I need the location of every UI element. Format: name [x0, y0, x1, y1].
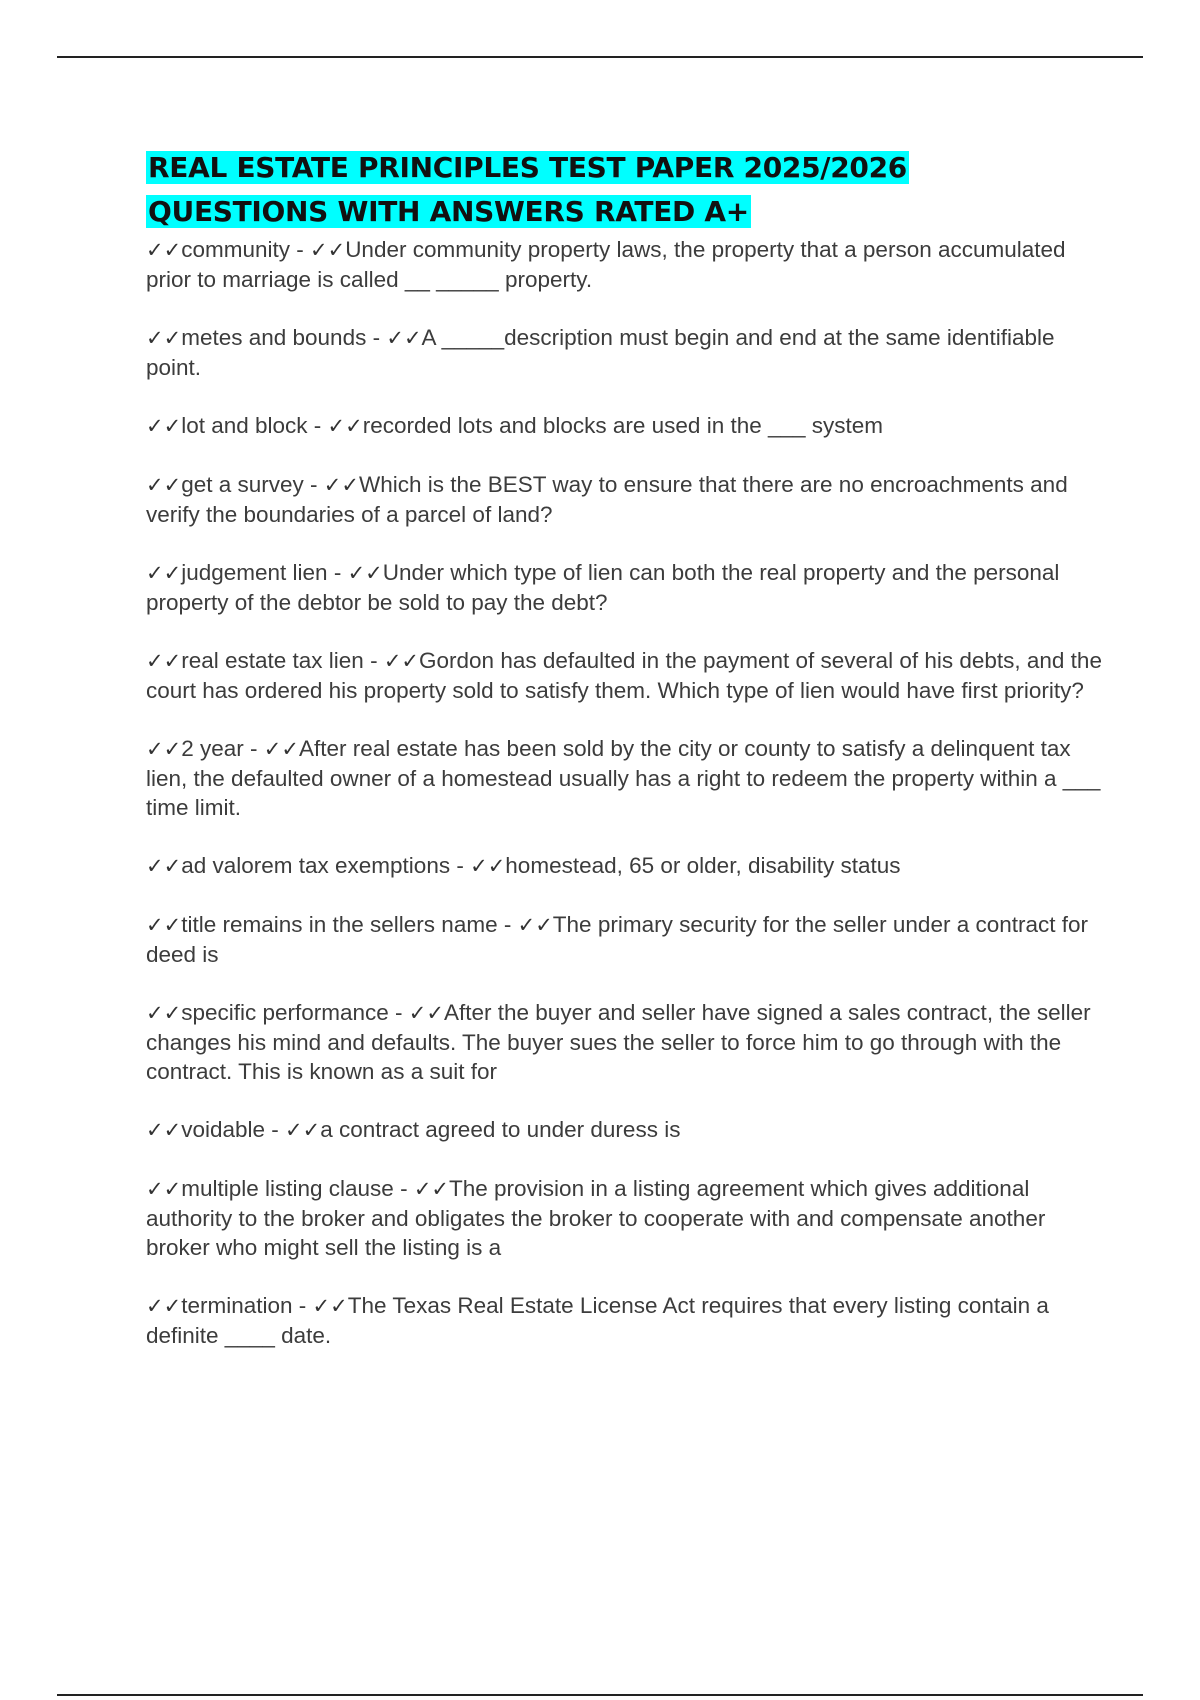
check-icon: ✓✓ [517, 913, 553, 937]
separator: - [303, 472, 324, 497]
question-text: homestead, 65 or older, disability status [505, 853, 901, 878]
separator: - [327, 560, 348, 585]
qa-item-3 [146, 411, 1106, 441]
check-icon: ✓✓ [146, 1294, 182, 1318]
answer-text: real estate tax lien [181, 648, 364, 673]
answer-text: ad valorem tax exemptions [181, 853, 451, 878]
question-text: Under community property laws, the property that a person accumulated prior to marriage is called __ _____ property. [146, 237, 1066, 292]
question-text: Gordon has defaulted in the payment of several of his debts, and the court has ordered his property sold to satisfy them. Which type of lien would have first priority? [146, 648, 1102, 703]
question-text: The primary security for the seller under a contract for deed is [146, 912, 1089, 967]
question-text: A _____description must begin and end at the same identifiable point. [146, 325, 1055, 380]
check-icon: ✓✓ [146, 649, 182, 673]
answer-text: specific performance [181, 1000, 389, 1025]
separator: - [289, 237, 310, 262]
check-icon: ✓✓ [470, 854, 506, 878]
separator: - [366, 325, 387, 350]
title-line-1: REAL ESTATE PRINCIPLES TEST PAPER 2025/2026 [148, 151, 907, 184]
question-text: The provision in a listing agreement which gives additional authority to the broker and obligates the broker to cooperate with and compensate another broker who might sell the listing is a [146, 1176, 1046, 1260]
check-icon: ✓✓ [413, 1177, 450, 1201]
answer-text: title remains in the sellers name [181, 912, 498, 937]
separator: - [497, 912, 518, 937]
answer-text: get a survey [181, 472, 304, 497]
check-icon: ✓✓ [146, 473, 182, 497]
check-icon: ✓✓ [146, 1001, 182, 1025]
separator: - [292, 1293, 313, 1318]
qa-item-7 [146, 734, 1106, 822]
page-top-rule [57, 56, 1143, 58]
question-text: Which is the BEST way to ensure that there are no encroachments and verify the boundaries of a parcel of land? [146, 472, 1068, 527]
title-line-2: QUESTIONS WITH ANSWERS RATED A+ [148, 195, 749, 228]
document-title [146, 146, 1106, 234]
check-icon: ✓✓ [146, 561, 182, 585]
question-text: After the buyer and seller have signed a sales contract, the seller changes his mind and defaults. The buyer sues the seller to force him to go through with the contract. This is known as a suit for [146, 1000, 1091, 1084]
check-icon: ✓✓ [146, 854, 182, 878]
qa-item-5 [146, 558, 1106, 617]
qa-item-2 [146, 323, 1106, 382]
qa-item-10 [146, 998, 1106, 1086]
question-text: a contract agreed to under duress is [320, 1117, 681, 1142]
separator: - [265, 1117, 286, 1142]
question-text: After real estate has been sold by the city or county to satisfy a delinquent tax lien, the defaulted owner of a homestead usually has a right to redeem the property within a ___ time limit. [146, 736, 1101, 820]
check-icon: ✓✓ [327, 414, 363, 438]
check-icon: ✓✓ [383, 649, 420, 673]
answer-text: metes and bounds [181, 325, 367, 350]
document-body [146, 146, 1106, 1379]
check-icon: ✓✓ [347, 561, 383, 585]
qa-item-4 [146, 470, 1106, 529]
answer-text: termination [181, 1293, 293, 1318]
check-icon: ✓✓ [146, 913, 182, 937]
check-icon: ✓✓ [146, 414, 182, 438]
question-text: Under which type of lien can both the real property and the personal property of the debtor be sold to pay the debt? [146, 560, 1060, 615]
separator: - [307, 413, 328, 438]
check-icon: ✓✓ [146, 737, 182, 761]
separator: - [388, 1000, 409, 1025]
answer-text: lot and block [181, 413, 308, 438]
check-icon: ✓✓ [323, 473, 359, 497]
qa-item-13 [146, 1291, 1106, 1350]
check-icon: ✓✓ [146, 238, 182, 262]
separator: - [243, 736, 264, 761]
answer-text: voidable [181, 1117, 266, 1142]
qa-list [146, 235, 1106, 1350]
check-icon: ✓✓ [309, 238, 346, 262]
check-icon: ✓✓ [146, 1177, 182, 1201]
check-icon: ✓✓ [312, 1294, 348, 1318]
page-bottom-rule [57, 1694, 1143, 1696]
qa-item-1 [146, 235, 1106, 294]
answer-text: judgement lien [181, 560, 328, 585]
check-icon: ✓✓ [146, 326, 182, 350]
check-icon: ✓✓ [386, 326, 422, 350]
check-icon: ✓✓ [263, 737, 299, 761]
qa-item-8 [146, 851, 1106, 881]
check-icon: ✓✓ [285, 1118, 321, 1142]
answer-text: community [181, 237, 290, 262]
qa-item-9 [146, 910, 1106, 969]
separator: - [363, 648, 384, 673]
question-text: The Texas Real Estate License Act requires that every listing contain a definite ____ date. [146, 1293, 1049, 1348]
qa-item-6 [146, 646, 1106, 705]
separator: - [450, 853, 471, 878]
answer-text: 2 year [181, 736, 244, 761]
answer-text: multiple listing clause [181, 1176, 394, 1201]
qa-item-11 [146, 1115, 1106, 1145]
separator: - [393, 1176, 414, 1201]
check-icon: ✓✓ [146, 1118, 182, 1142]
question-text: recorded lots and blocks are used in the ___ system [362, 413, 884, 438]
check-icon: ✓✓ [408, 1001, 444, 1025]
qa-item-12 [146, 1174, 1106, 1262]
